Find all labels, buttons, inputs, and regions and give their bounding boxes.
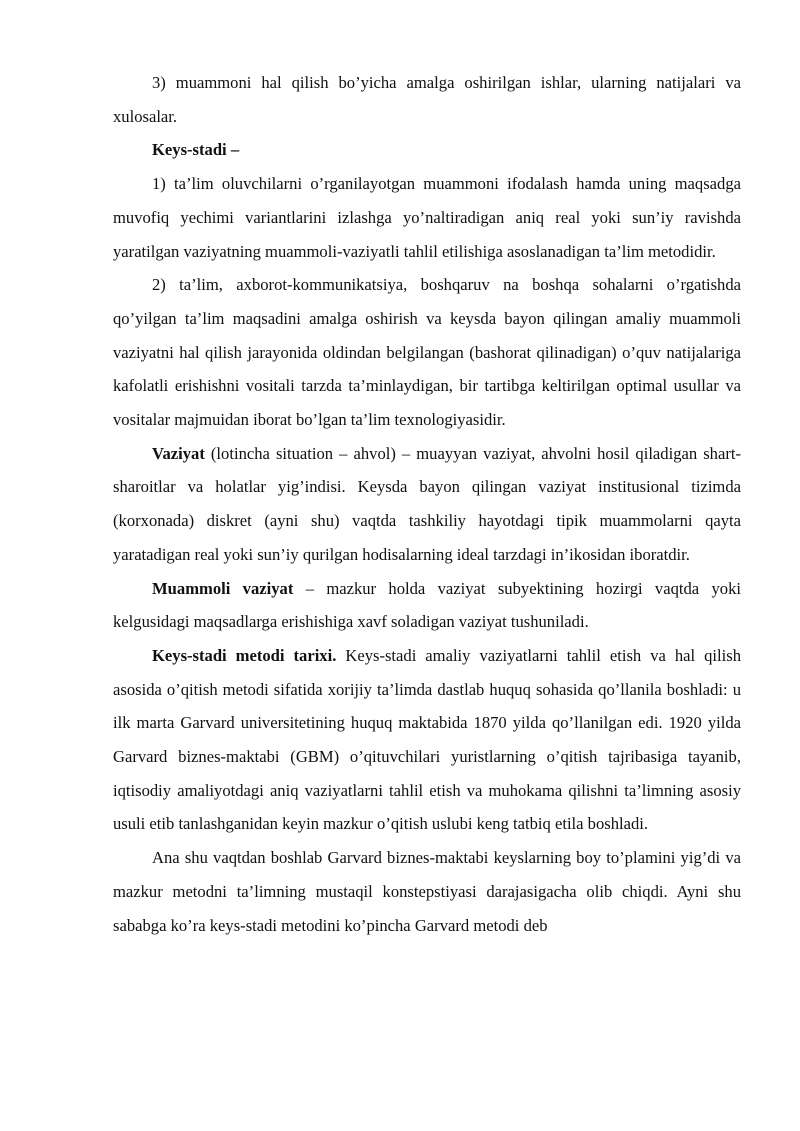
paragraph-text: – mazkur holda vaziyat subyektining hozirgi vaqtda yoki kelgusidagi maqsadlarga erishishiga xavf soladigan vaziyat tushuniladi. — [113, 578, 741, 632]
paragraph-text: (lotincha situation – ahvol) – muayyan vaziyat, ahvolni hosil qiladigan shart-sharoitlar va holatlar yig’indisi. Keysda bayon qilingan vaziyat institusional tizimda (korxonada) diskret (ayni shu) vaqtda tashkiliy hayotdagi tipik muammolarni qayta yaratadigan real yoki sun’iy qurilgan hodisalarning ideal tarzdagi in’ikosidan iboratdir. — [113, 443, 741, 564]
paragraph-garvard — [113, 841, 741, 942]
paragraph-text: Keys-stadi amaliy vaziyatlarni tahlil etish va hal qilish asosida o’qitish metodi sifatida xorijiy ta’limda dastlab huquq sohasida qo’llanila boshladi: u ilk marta Garvard universitetining huquq maktabida 1870 yilda qo’llanilgan edi. 1920 yilda Garvard biznes-maktabi (GBM) o’qituvchilari yuristlarning o’qitish tajribasiga tayanib, iqtisodiy amaliyotdagi aniq vaziyatlarni tahlil etish va muhokama qilishni ta’limning asosiy usuli etib tanlashganidan keyin mazkur o’qitish uslubi keng tatbiq etila boshladi. — [113, 645, 741, 834]
paragraph-definition-2 — [113, 268, 741, 437]
paragraph-method-history — [113, 639, 741, 841]
paragraph-bold-lead: Vaziyat — [152, 443, 205, 463]
paragraph-definition-1 — [113, 167, 741, 268]
paragraph-keys-stadi-heading — [113, 133, 741, 167]
paragraph-bold-lead: Keys-stadi metodi tarixi. — [152, 645, 337, 665]
paragraph-vaziyat — [113, 437, 741, 572]
paragraph-text: 1) ta’lim oluvchilarni o’rganilayotgan muammoni ifodalash hamda uning maqsadga muvofiq yechimi variantlarini izlashga yo’naltiradigan aniq real yoki sun’iy ravishda yaratilgan vaziyatning muammoli-vaziyatli tahlil etilishiga asoslanadigan ta’lim metodidir. — [113, 174, 741, 261]
paragraph-text: 2) ta’lim, axborot-kommunikatsiya, boshqaruv na boshqa sohalarni o’rgatishda qo’yilgan ta’lim maqsadini amalga oshirish va keysda bayon qilingan amaliy muammoli vaziyatni hal qilish jarayonida oldindan belgilangan (bashorat qilinadigan) o’quv natijalariga kafolatli erishishni vositali tarzda ta’minlaydigan, bir tartibga keltirilgan optimal usullar va vositalar majmuidan iborat bo’lgan ta’lim texnologiyasidir. — [113, 275, 741, 430]
paragraph-text: 3) muammoni hal qilish bo’yicha amalga oshirilgan ishlar, ularning natijalari va xulosalar. — [113, 73, 741, 126]
paragraph-muammoli-vaziyat — [113, 572, 741, 639]
document-page — [113, 66, 741, 942]
paragraph-item-3 — [113, 66, 741, 133]
paragraph-bold-lead: Muammoli vaziyat — [152, 578, 294, 598]
paragraph-text: Ana shu vaqtdan boshlab Garvard biznes-maktabi keyslarning boy to’plamini yig’di va mazkur metodni ta’limning mustaqil konstepstiyasi darajasigacha olib chiqdi. Ayni shu sababga ko’ra keys-stadi metodini ko’pincha Garvard metodi deb — [113, 848, 741, 935]
paragraph-bold-lead: Keys-stadi – — [152, 140, 240, 160]
